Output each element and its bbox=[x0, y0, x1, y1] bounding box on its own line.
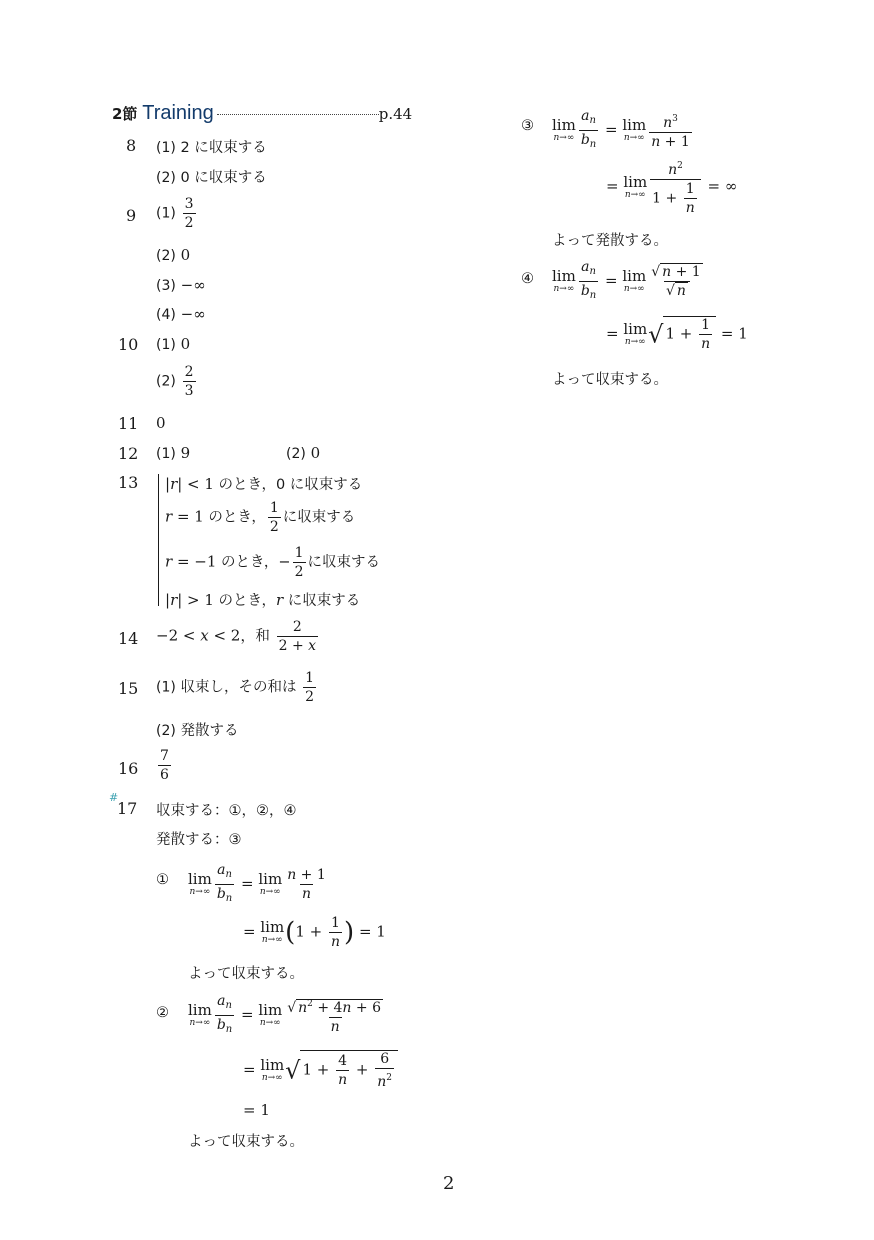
problem-number: 10 bbox=[118, 335, 139, 354]
problem-number: 9 bbox=[126, 206, 137, 225]
answer-item: −2 < x < 2，和 $\frac{2}{2 + x}$ bbox=[156, 619, 317, 654]
equation: lim n→∞ $\frac{a_n}{b_n}$ = lim n→∞ $\frac{√ n^2 + 4n + 6}{n}$ bbox=[188, 993, 387, 1038]
answer-item: (2) 0 に収束する bbox=[156, 170, 267, 186]
answer-item: (1) $\frac{3}{2}$ bbox=[156, 196, 194, 231]
conclusion: よって発散する。 bbox=[552, 233, 668, 249]
equation: = lim n→∞ (1 + $\frac{1}{n}$ ) = 1 bbox=[243, 915, 386, 950]
answer-item: (1) 9 bbox=[156, 444, 191, 462]
answer-item: (2) 0 bbox=[286, 444, 321, 462]
problem-number: 13 bbox=[118, 473, 139, 492]
answer-item: (2) $\frac{2}{3}$ bbox=[156, 364, 194, 399]
answer-item: (1) 2 に収束する bbox=[156, 140, 267, 156]
conclusion: よって収束する。 bbox=[552, 372, 668, 388]
advanced-mark: # bbox=[109, 791, 119, 804]
section-header bbox=[112, 102, 412, 125]
case-label: ① bbox=[156, 872, 169, 888]
page-number: 2 bbox=[443, 1173, 455, 1194]
conclusion: よって収束する。 bbox=[188, 1134, 304, 1150]
page-ref: p.44 bbox=[378, 105, 413, 123]
problem-number: 12 bbox=[118, 444, 139, 463]
section-label: 2節 bbox=[112, 105, 138, 123]
equation: = 1 bbox=[243, 1101, 270, 1119]
equation: = lim n→∞ √ 1 + $\frac{4}{n}$ + $\frac{6}{n^2}$ bbox=[243, 1050, 398, 1090]
problem-number: 16 bbox=[118, 759, 139, 778]
conclusion: よって収束する。 bbox=[188, 966, 304, 982]
answer-item: (1) 収束し，その和は $\frac{1}{2}$ bbox=[156, 670, 314, 705]
problem-number: 11 bbox=[118, 414, 139, 433]
equation: lim n→∞ $\frac{a_n}{b_n}$ = lim n→∞ $\frac{n^3}{n + 1}$ bbox=[552, 108, 694, 153]
answer-item: 発散する：③ bbox=[156, 832, 242, 848]
answer-item: (1) 0 bbox=[156, 335, 191, 353]
leader-dots bbox=[217, 114, 379, 115]
answer-item: $\frac{7}{6}$ bbox=[160, 748, 169, 783]
answer-item: (2) 発散する bbox=[156, 723, 239, 739]
problem-number: 17 bbox=[117, 799, 138, 818]
answer-item: (3) −∞ bbox=[156, 276, 206, 294]
case-label: ② bbox=[156, 1005, 169, 1021]
case-item: |r| > 1 のとき，r に収束する bbox=[165, 591, 361, 609]
answer-item: 収束する：①，②，④ bbox=[156, 803, 297, 819]
case-label: ③ bbox=[521, 118, 534, 134]
equation: lim n→∞ $\frac{a_n}{b_n}$ = lim n→∞ $\frac{n + 1}{n}$ bbox=[188, 862, 330, 907]
section-title: Training bbox=[142, 102, 214, 124]
equation: = lim n→∞ √ 1 + $\frac{1}{n}$ = 1 bbox=[606, 317, 748, 352]
case-item: r = −1 のとき，− $\frac{1}{2}$ に収束する bbox=[165, 545, 380, 580]
problem-number: 14 bbox=[118, 629, 139, 648]
problem-number: 15 bbox=[118, 679, 139, 698]
equation: = lim n→∞ $n^2$ 1 + $\frac{1}{n}$ = ∞ bbox=[606, 161, 738, 216]
case-brace bbox=[158, 474, 159, 606]
answer-item: (4) −∞ bbox=[156, 305, 206, 323]
case-item: r = 1 のとき， $\frac{1}{2}$ に収束する bbox=[165, 500, 356, 535]
answer-item: (2) 0 bbox=[156, 246, 191, 264]
case-item: |r| < 1 のとき，0 に収束する bbox=[165, 475, 363, 493]
case-label: ④ bbox=[521, 271, 534, 287]
problem-number: 8 bbox=[126, 136, 137, 155]
equation: lim n→∞ $\frac{a_n}{b_n}$ = lim n→∞ $\frac{√ n + 1}{√ n}$ bbox=[552, 259, 707, 304]
answer-item: 0 bbox=[156, 414, 166, 432]
